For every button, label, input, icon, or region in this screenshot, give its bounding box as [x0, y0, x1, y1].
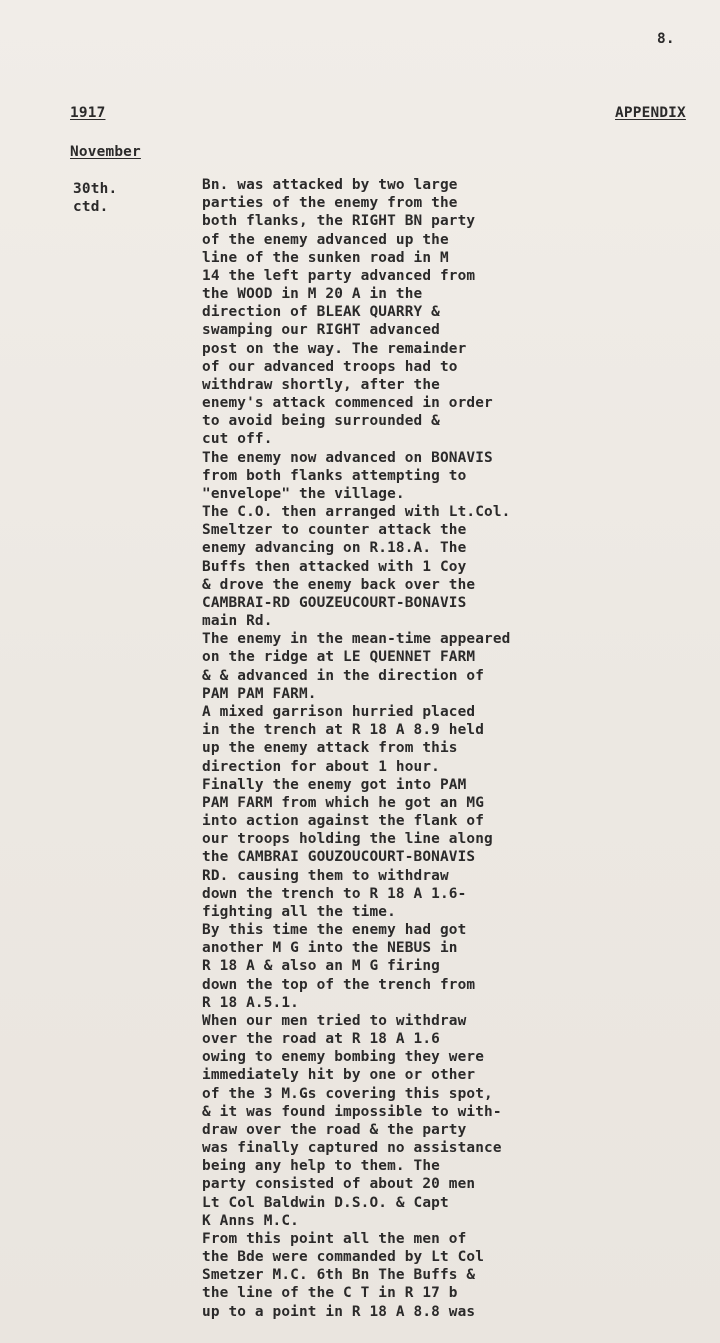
text-line: When our men tried to withdraw	[202, 1012, 467, 1029]
text-line: to avoid being surrounded &	[202, 413, 440, 430]
text-line: Bn. was attacked by two large	[202, 177, 458, 193]
text-line: Smetzer M.C. 6th Bn The Buffs &	[202, 1267, 476, 1284]
text-line: R 18 A & also an M G firing	[202, 958, 440, 975]
text-line: withdraw shortly, after the	[202, 376, 440, 393]
text-line: draw over the road & the party	[202, 1121, 467, 1138]
text-line: Lt Col Baldwin D.S.O. & Capt	[202, 1194, 449, 1211]
text-line: the line of the C T in R 17 b	[202, 1285, 458, 1302]
text-line: direction of BLEAK QUARRY &	[202, 304, 440, 321]
text-line: The C.O. then arranged with Lt.Col.	[202, 504, 511, 521]
text-line: both flanks, the RIGHT BN party	[202, 213, 476, 230]
text-line: our troops holding the line along	[202, 831, 493, 848]
text-line: main Rd.	[202, 613, 273, 630]
text-line: owing to enemy bombing they were	[202, 1049, 485, 1066]
text-line: into action against the flank of	[202, 813, 485, 830]
text-line: of the 3 M.Gs covering this spot,	[202, 1085, 493, 1102]
text-line: By this time the enemy had got	[202, 922, 467, 939]
text-line: line of the sunken road in M	[202, 249, 449, 266]
date-day: 30th.	[73, 181, 118, 197]
text-line: & & advanced in the direction of	[202, 667, 485, 684]
text-line: PAM FARM from which he got an MG	[202, 794, 485, 811]
text-line: 14 the left party advanced from	[202, 267, 476, 284]
text-line: the CAMBRAI GOUZOUCOURT-BONAVIS	[202, 849, 476, 866]
text-line: on the ridge at LE QUENNET FARM	[202, 649, 476, 666]
war-diary-entry-text	[202, 176, 702, 1321]
text-line: of the enemy advanced up the	[202, 231, 449, 248]
text-line: was finally captured no assistance	[202, 1140, 502, 1157]
text-line: from both flanks attempting to	[202, 467, 467, 484]
text-line: in the trench at R 18 A 8.9 held	[202, 722, 485, 739]
text-line: RD. causing them to withdraw	[202, 867, 449, 884]
month-heading: November	[70, 144, 141, 160]
text-line: CAMBRAI-RD GOUZEUCOURT-BONAVIS	[202, 594, 467, 611]
text-line: another M G into the NEBUS in	[202, 940, 458, 957]
text-line: direction for about 1 hour.	[202, 758, 440, 775]
text-line: the Bde were commanded by Lt Col	[202, 1249, 485, 1266]
text-line: the WOOD in M 20 A in the	[202, 286, 423, 303]
text-line: "envelope" the village.	[202, 485, 405, 502]
text-line: & it was found impossible to with-	[202, 1103, 502, 1120]
text-line: of our advanced troops had to	[202, 358, 458, 375]
text-line: PAM PAM FARM.	[202, 685, 317, 702]
page-number: 8.	[657, 31, 675, 47]
text-line: K Anns M.C.	[202, 1212, 299, 1229]
text-line: down the top of the trench from	[202, 976, 476, 993]
text-line: swamping our RIGHT advanced	[202, 322, 440, 339]
text-line: & drove the enemy back over the	[202, 576, 476, 593]
text-line: Smeltzer to counter attack the	[202, 522, 467, 539]
date-note: ctd.	[73, 199, 109, 215]
text-line: over the road at R 18 A 1.6	[202, 1031, 440, 1048]
text-line: up the enemy attack from this	[202, 740, 458, 757]
text-line: From this point all the men of	[202, 1230, 467, 1247]
text-line: post on the way. The remainder	[202, 340, 467, 357]
text-line: Finally the enemy got into PAM	[202, 776, 467, 793]
text-line: A mixed garrison hurried placed	[202, 703, 476, 720]
text-line: parties of the enemy from the	[202, 195, 458, 212]
text-line: immediately hit by one or other	[202, 1067, 476, 1084]
text-line: up to a point in R 18 A 8.8 was	[202, 1303, 476, 1320]
text-line: down the trench to R 18 A 1.6-	[202, 885, 467, 902]
text-line: Buffs then attacked with 1 Coy	[202, 558, 467, 575]
text-line: party consisted of about 20 men	[202, 1176, 476, 1193]
appendix-heading: APPENDIX	[615, 105, 686, 121]
text-line: R 18 A.5.1.	[202, 994, 299, 1011]
text-line: enemy's attack commenced in order	[202, 395, 493, 412]
year-heading: 1917	[70, 105, 106, 121]
text-line: The enemy now advanced on BONAVIS	[202, 449, 493, 466]
text-line: cut off.	[202, 431, 273, 448]
text-line: fighting all the time.	[202, 903, 396, 920]
text-line: being any help to them. The	[202, 1158, 440, 1175]
text-line: enemy advancing on R.18.A. The	[202, 540, 467, 557]
text-line: The enemy in the mean-time appeared	[202, 631, 511, 648]
